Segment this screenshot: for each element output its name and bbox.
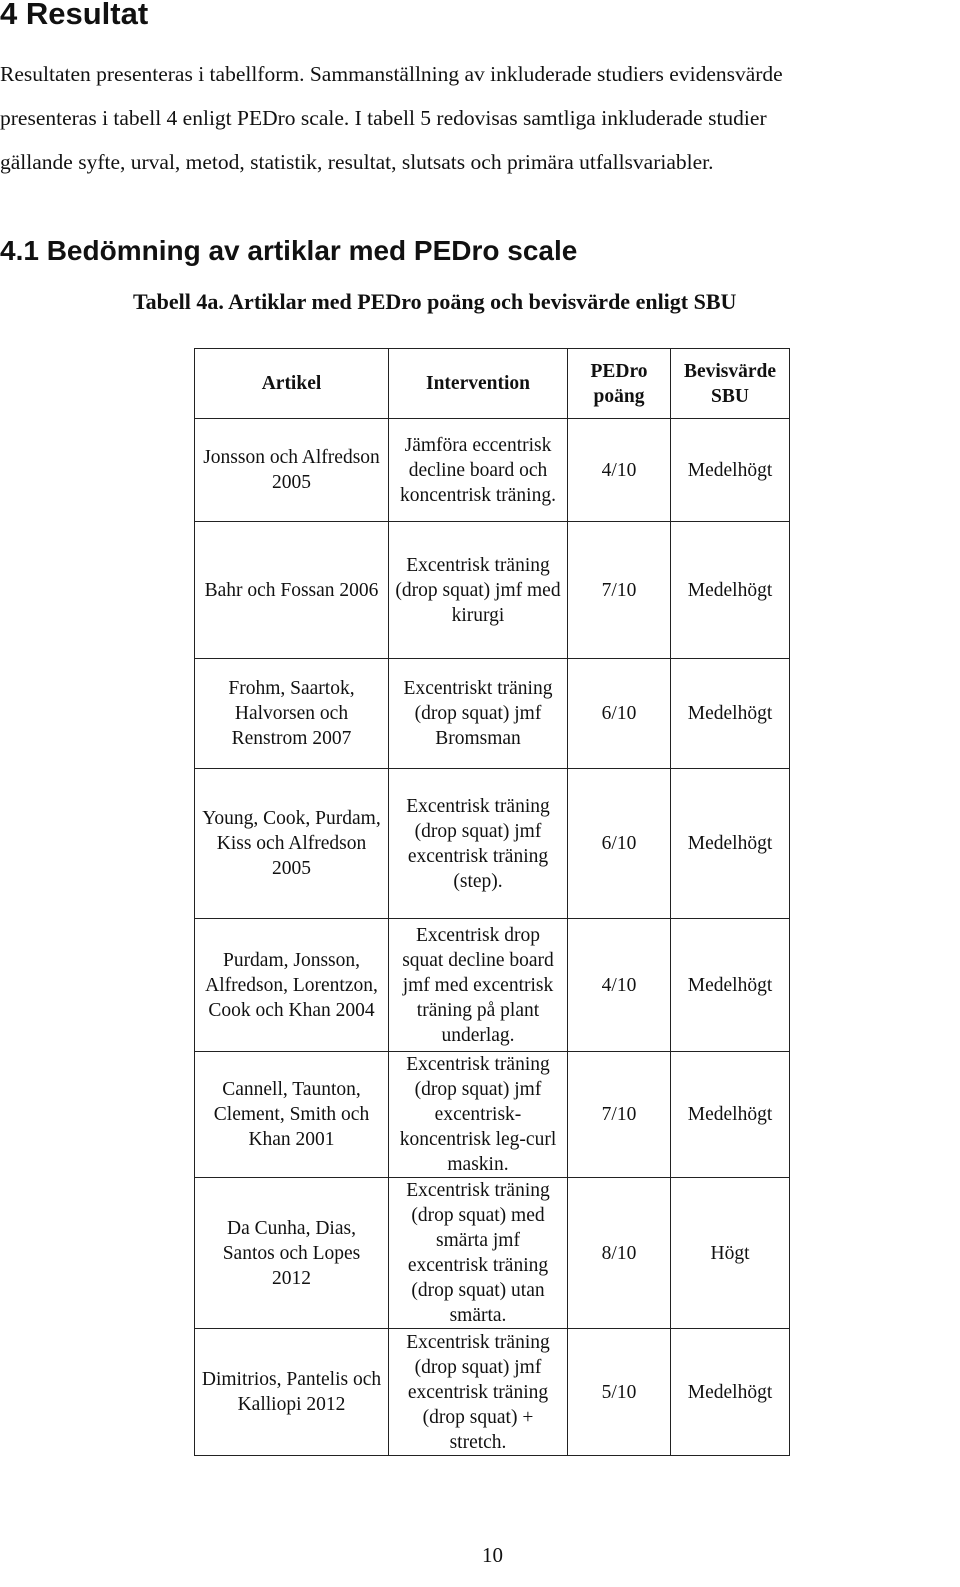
cell-pedro: 6/10 xyxy=(568,769,671,919)
cell-bevisvarde: Medelhögt xyxy=(671,1052,790,1178)
page-number: 10 xyxy=(482,1543,503,1567)
paragraph-line: Resultaten presenteras i tabellform. Sammanställning av inkluderade studiers evidensvärde xyxy=(0,62,783,86)
table-row xyxy=(195,1329,790,1456)
table-row xyxy=(195,522,790,659)
cell-intervention: Jämföra eccentrisk decline board och koncentrisk träning. xyxy=(389,419,568,522)
cell-bevisvarde: Medelhögt xyxy=(671,522,790,659)
cell-bevisvarde: Medelhögt xyxy=(671,659,790,769)
table-header-row xyxy=(195,349,790,419)
table-row xyxy=(195,659,790,769)
cell-artikel: Dimitrios, Pantelis och Kalliopi 2012 xyxy=(195,1329,389,1456)
cell-pedro: 7/10 xyxy=(568,1052,671,1178)
cell-intervention: Excentrisk träning (drop squat) jmf med kirurgi xyxy=(389,522,568,659)
subsection-heading: 4.1 Bedömning av artiklar med PEDro scale xyxy=(0,235,578,266)
header-bevisvarde: Bevisvärde SBU xyxy=(671,349,790,419)
intro-paragraph xyxy=(0,52,960,184)
header-artikel: Artikel xyxy=(195,349,389,419)
cell-artikel: Frohm, Saartok, Halvorsen och Renstrom 2007 xyxy=(195,659,389,769)
cell-intervention: Excentrisk träning (drop squat) jmf excentrisk-koncentrisk leg-curl maskin. xyxy=(389,1052,568,1178)
cell-pedro: 4/10 xyxy=(568,419,671,522)
cell-bevisvarde: Medelhögt xyxy=(671,919,790,1052)
cell-bevisvarde: Medelhögt xyxy=(671,419,790,522)
table-row xyxy=(195,1178,790,1329)
paragraph-line: presenteras i tabell 4 enligt PEDro scale. I tabell 5 redovisas samtliga inkluderade studier xyxy=(0,106,767,130)
cell-artikel: Bahr och Fossan 2006 xyxy=(195,522,389,659)
cell-bevisvarde: Medelhögt xyxy=(671,1329,790,1456)
paragraph-line: gällande syfte, urval, metod, statistik, resultat, slutsats och primära utfallsvariabler. xyxy=(0,150,714,174)
cell-artikel: Jonsson och Alfredson 2005 xyxy=(195,419,389,522)
cell-pedro: 6/10 xyxy=(568,659,671,769)
cell-intervention: Excentrisk drop squat decline board jmf med excentrisk träning på plant underlag. xyxy=(389,919,568,1052)
cell-artikel: Cannell, Taunton, Clement, Smith och Khan 2001 xyxy=(195,1052,389,1178)
cell-bevisvarde: Medelhögt xyxy=(671,769,790,919)
cell-bevisvarde: Högt xyxy=(671,1178,790,1329)
header-pedro: PEDro poäng xyxy=(568,349,671,419)
table-caption: Tabell 4a. Artiklar med PEDro poäng och bevisvärde enligt SBU xyxy=(133,289,737,314)
header-intervention: Intervention xyxy=(389,349,568,419)
cell-intervention: Excentrisk träning (drop squat) jmf excentrisk träning (step). xyxy=(389,769,568,919)
section-heading: 4 Resultat xyxy=(0,0,149,31)
cell-intervention: Excentrisk träning (drop squat) med smärta jmf excentrisk träning (drop squat) utan smärta. xyxy=(389,1178,568,1329)
cell-intervention: Excentrisk träning (drop squat) jmf excentrisk träning (drop squat) + stretch. xyxy=(389,1329,568,1456)
cell-pedro: 7/10 xyxy=(568,522,671,659)
cell-artikel: Young, Cook, Purdam, Kiss och Alfredson 2005 xyxy=(195,769,389,919)
table-row xyxy=(195,419,790,522)
cell-intervention: Excentriskt träning (drop squat) jmf Bromsman xyxy=(389,659,568,769)
cell-pedro: 8/10 xyxy=(568,1178,671,1329)
cell-artikel: Da Cunha, Dias, Santos och Lopes 2012 xyxy=(195,1178,389,1329)
table-row xyxy=(195,1052,790,1178)
table-row xyxy=(195,919,790,1052)
cell-artikel: Purdam, Jonsson, Alfredson, Lorentzon, Cook och Khan 2004 xyxy=(195,919,389,1052)
cell-pedro: 4/10 xyxy=(568,919,671,1052)
table-row xyxy=(195,769,790,919)
pedro-table xyxy=(194,348,790,1456)
cell-pedro: 5/10 xyxy=(568,1329,671,1456)
